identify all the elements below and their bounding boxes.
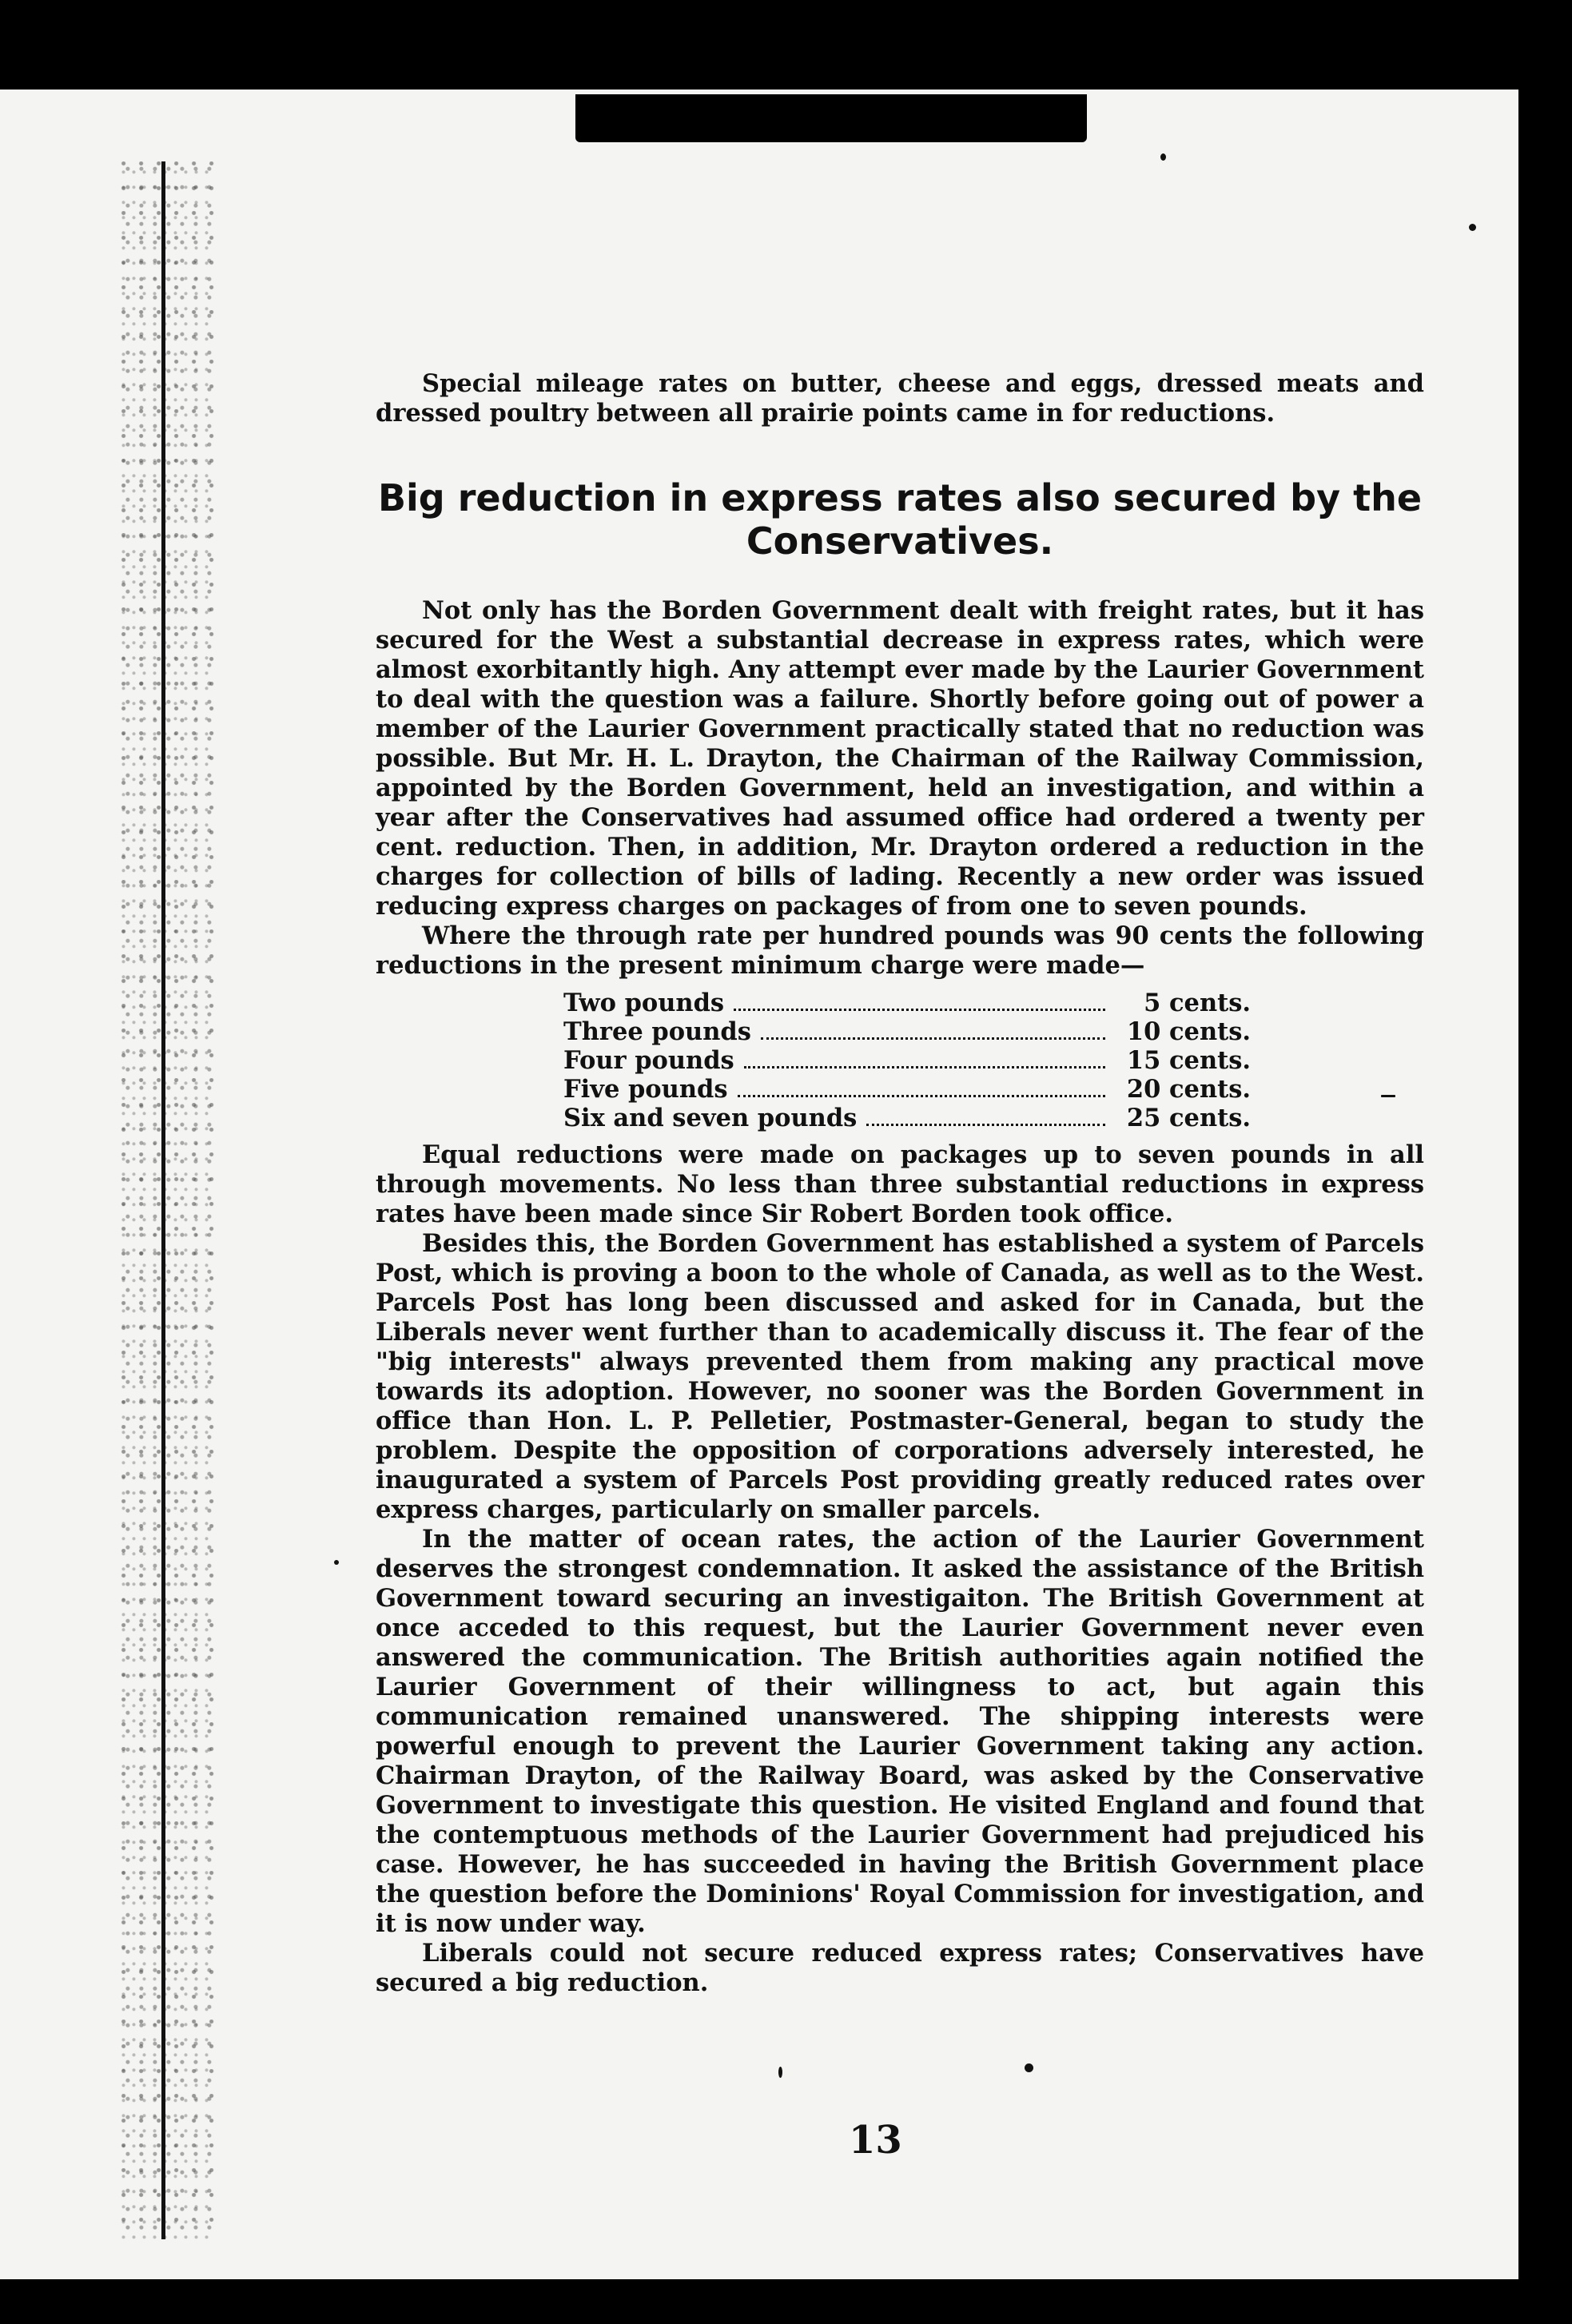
rate-reduction: 25 cents.	[1126, 1104, 1251, 1132]
page-number: 13	[849, 2118, 902, 2163]
rate-row	[563, 1046, 1251, 1075]
print-speck	[1160, 153, 1166, 161]
dot-leader	[866, 1124, 1105, 1126]
article-body	[376, 369, 1424, 1998]
binding-shadow	[118, 161, 214, 2239]
cropped-heading-band	[575, 94, 1087, 142]
print-speck	[778, 2067, 782, 2078]
print-speck	[1469, 224, 1476, 231]
dot-leader	[744, 1066, 1105, 1068]
print-speck	[334, 1560, 339, 1565]
print-speck	[1025, 2063, 1033, 2072]
rate-reduction: 10 cents.	[1126, 1017, 1251, 1046]
paragraph-parcels-post: Besides this, the Borden Government has established a system of Parcels Post, which is proving a boon to the whole of Canada, as well as to the West. Parcels Post has long been discussed and asked for in Canada, but the Liberals never went further than to academically discuss it. The fear of the "big interests" always prevented them from making any practical move towards its adoption. However, no sooner was the Borden Government in office than Hon. L. P. Pelletier, Postmaster-General, began to study the problem. Despite the opposition of corporations adversely interested, he inaugurated a system of Parcels Post providing greatly reduced rates over express charges, particularly on smaller parcels.	[376, 1229, 1424, 1524]
rate-reduction-table	[563, 989, 1251, 1132]
dot-leader	[761, 1037, 1105, 1040]
rate-weight: Five pounds	[563, 1075, 728, 1104]
print-speck	[1381, 1095, 1395, 1097]
paragraph-equal-reductions: Equal reductions were made on packages up to seven pounds in all through movements. No less than three substantial reductions in express rates have been made since Sir Robert Borden took office.	[376, 1140, 1424, 1228]
rate-weight: Four pounds	[563, 1046, 734, 1075]
dot-leader	[734, 1009, 1105, 1011]
paragraph-ocean-rates: In the matter of ocean rates, the action of the Laurier Government deserves the strongest condemnation. It asked the assistance of the British Government toward securing an investigaiton. The British Government at once acceded to this request, but the Laurier Government never even answered the communication. The British authorities again notified the Laurier Government of their willingness to act, but again this communication remained unanswered. The shipping interests were powerful enough to prevent the Laurier Government taking any action. Chairman Drayton, of the Railway Board, was asked by the Conservative Government to investigate this question. He visited England and found that the contemptuous methods of the Laurier Government had prejudiced his case. However, he has succeeded in having the British Government place the question before the Dominions' Royal Commission for investigation, and it is now under way.	[376, 1525, 1424, 1938]
rate-reduction: 15 cents.	[1126, 1046, 1251, 1075]
rate-weight: Three pounds	[563, 1017, 751, 1046]
rate-row	[563, 1075, 1251, 1104]
rate-row	[563, 1104, 1251, 1132]
rate-reduction: 20 cents.	[1126, 1075, 1251, 1104]
headline: Big reduction in express rates also secured by the Conservatives.	[377, 476, 1423, 563]
dot-leader	[738, 1095, 1105, 1097]
rate-reduction: 5 cents.	[1144, 989, 1251, 1017]
lead-paragraph: Special mileage rates on butter, cheese and eggs, dressed meats and dressed poultry between all prairie points came in for reductions.	[376, 369, 1424, 428]
rate-row	[563, 989, 1251, 1017]
paragraph-express-rates: Not only has the Borden Government dealt with freight rates, but it has secured for the West a substantial decrease in express rates, which were almost exorbitantly high. Any attempt ever made by the Laurier Government to deal with the question was a failure. Shortly before going out of power a member of the Laurier Government practically stated that no reduction was possible. But Mr. H. L. Drayton, the Chairman of the Railway Commission, appointed by the Borden Government, held an investigation, and within a year after the Conservatives had assumed office had ordered a twenty per cent. reduction. Then, in addition, Mr. Drayton ordered a reduction in the charges for collection of bills of lading. Recently a new order was issued reducing express charges on packages of from one to seven pounds.	[376, 596, 1424, 921]
binding-edge	[161, 161, 165, 2239]
rate-weight: Two pounds	[563, 989, 725, 1017]
rate-row	[563, 1017, 1251, 1046]
paragraph-conclusion: Liberals could not secure reduced express rates; Conservatives have secured a big reduction.	[376, 1939, 1424, 1997]
paragraph-through-rate: Where the through rate per hundred pounds was 90 cents the following reductions in the present minimum charge were made—	[376, 921, 1424, 980]
rate-weight: Six and seven pounds	[563, 1104, 858, 1132]
document-page	[0, 90, 1518, 2279]
